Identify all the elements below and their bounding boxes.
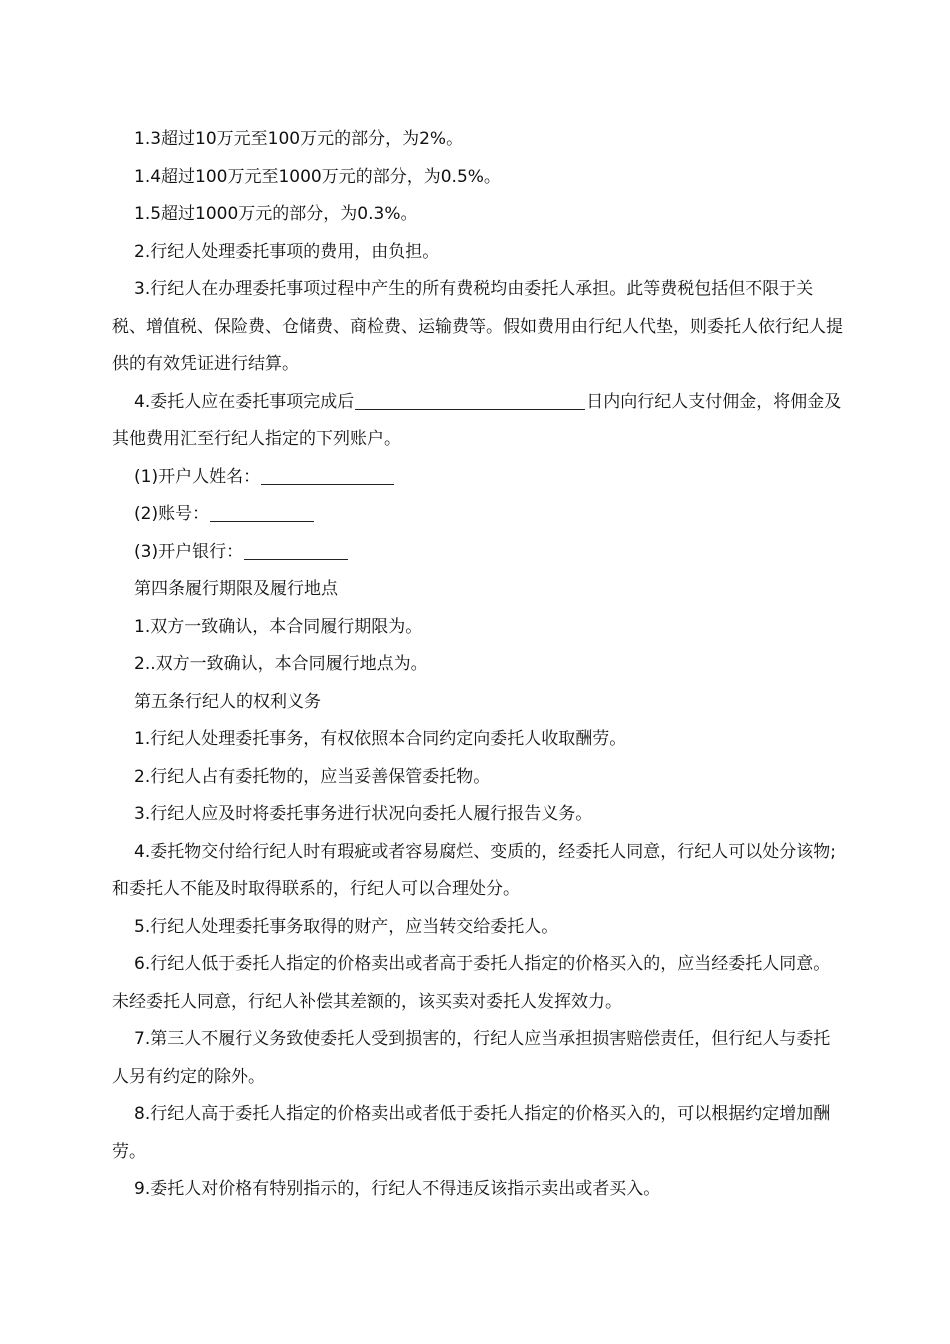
section-5-item: 5.行纪人处理委托事务取得的财产，应当转交给委托人。 — [134, 916, 559, 937]
section-5-heading: 第五条行纪人的权利义务 — [134, 691, 321, 712]
section-5-item: 2.行纪人占有委托物的，应当妥善保管委托物。 — [134, 766, 491, 787]
clause-2-fees: 2.行纪人处理委托事项的费用，由负担。 — [134, 241, 440, 262]
section-5-item: 3.行纪人应及时将委托事务进行状况向委托人履行报告义务。 — [134, 804, 593, 824]
account-number-label: (2)账号： — [134, 504, 210, 524]
account-number-blank — [210, 504, 314, 522]
account-holder-label: (1)开户人姓名： — [134, 466, 261, 487]
account-holder-blank — [261, 467, 394, 485]
account-bank-blank — [244, 542, 348, 560]
clause-3-taxes: 3.行纪人在办理委托事项过程中产生的所有费税均由委托人承担。此等费税包括但不限于关税、增值税、保险费、仓储费、商检费、运输费等。假如费用由行纪人代垫，则委托人依行纪人提供的有效凭证进行结算。 — [112, 279, 843, 374]
clause-1-4: 1.4超过100万元至1000万元的部分，为0.5%。 — [134, 166, 501, 187]
account-number-line — [112, 496, 847, 534]
section-4-item: 2..双方一致确认，本合同履行地点为。 — [134, 654, 428, 674]
section-5-item: 7.第三人不履行义务致使委托人受到损害的，行纪人应当承担损害赔偿责任，但行纪人与委托人另有约定的除外。 — [112, 1029, 831, 1087]
account-bank-label: (3)开户银行： — [134, 541, 244, 562]
clause-4-text-after: 日内向行纪人支付佣金，将佣金及其他费用汇至行纪人指定的下列账户。 — [112, 391, 842, 449]
section-5-item: 1.行纪人处理委托事务，有权依照本合同约定向委托人收取酬劳。 — [134, 729, 627, 749]
clause-1-3: 1.3超过10万元至100万元的部分，为2%。 — [134, 129, 464, 149]
section-4-heading: 第四条履行期限及履行地点 — [134, 579, 338, 599]
account-holder-line — [112, 459, 847, 497]
section-5-item: 9.委托人对价格有特别指示的，行纪人不得违反该指示卖出或者买入。 — [134, 1179, 661, 1199]
section-5-item: 6.行纪人低于委托人指定的价格卖出或者高于委托人指定的价格买入的，应当经委托人同意。未经委托人同意，行纪人补偿其差额的，该买卖对委托人发挥效力。 — [112, 954, 831, 1012]
clause-1-5: 1.5超过1000万元的部分，为0.3%。 — [134, 204, 418, 224]
section-5-item: 8.行纪人高于委托人指定的价格卖出或者低于委托人指定的价格买入的，可以根据约定增加酬劳。 — [112, 1104, 831, 1162]
clause-4-commission — [112, 384, 847, 459]
document-body — [112, 121, 847, 1209]
section-4-item: 1.双方一致确认，本合同履行期限为。 — [134, 616, 423, 637]
account-bank-line — [112, 534, 847, 572]
clause-4-text-before: 4.委托人应在委托事项完成后 — [134, 391, 355, 412]
days-blank — [355, 392, 585, 410]
section-5-item: 4.委托物交付给行纪人时有瑕疵或者容易腐烂、变质的，经委托人同意，行纪人可以处分该物;和委托人不能及时取得联系的，行纪人可以合理处分。 — [112, 841, 836, 899]
